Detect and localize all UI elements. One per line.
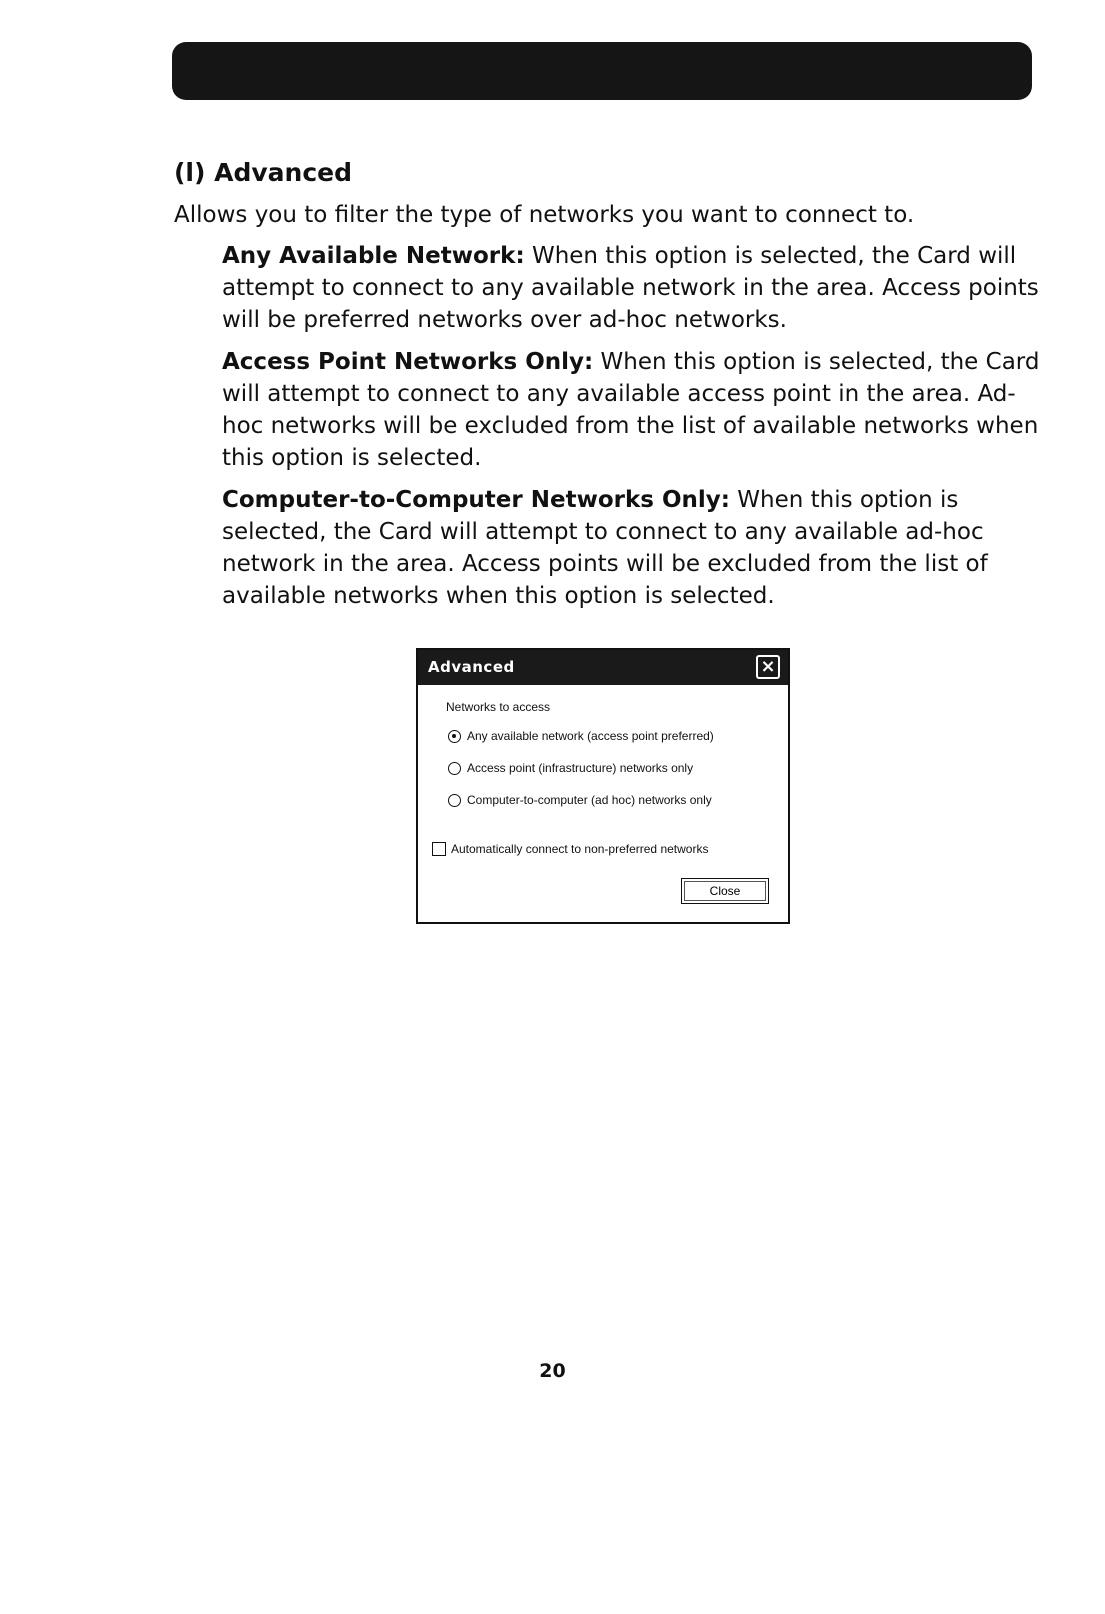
radio-label: Computer-to-computer (ad hoc) networks only: [467, 793, 712, 807]
section-intro: Allows you to filter the type of networks you want to connect to.: [174, 202, 915, 228]
option-term: Computer-to-Computer Networks Only:: [222, 487, 730, 513]
option-description: When this option is selected, the Card will attempt to connect to any available ad-hoc network in the area. Access points will be excluded from the list of available networks when this option is selected.: [222, 487, 988, 609]
header-bar: [172, 42, 1032, 100]
option-any-available: [222, 240, 1042, 336]
option-term: Any Available Network:: [222, 243, 525, 269]
dialog-titlebar: [418, 650, 788, 685]
radio-unchecked-icon[interactable]: [448, 794, 461, 807]
option-computer-to-computer-only: [222, 484, 1042, 612]
networks-group-label: Networks to access: [446, 700, 551, 714]
page-number: 20: [539, 1360, 566, 1382]
option-description: When this option is selected, the Card will attempt to connect to any available network in the area. Access points will be preferred networks over ad-hoc networks.: [222, 243, 1039, 333]
radio-label: Access point (infrastructure) networks only: [467, 761, 694, 775]
radio-label: Any available network (access point preferred): [467, 729, 714, 743]
header-title: USING THE BELKIN WIRELESS LAN UTILITY: [176, 11, 728, 45]
radio-checked-icon[interactable]: [448, 730, 461, 743]
close-button[interactable]: Close: [681, 878, 769, 904]
advanced-dialog: [416, 648, 790, 924]
radio-unchecked-icon[interactable]: [448, 762, 461, 775]
option-access-point-only: [222, 346, 1042, 474]
option-term: Access Point Networks Only:: [222, 349, 594, 375]
section-heading: (l) Advanced: [174, 158, 353, 187]
auto-connect-label: Automatically connect to non-preferred networks: [451, 842, 709, 856]
option-description: When this option is selected, the Card will attempt to connect to any available access point in the area. Ad-hoc networks will be excluded from the list of available networks when this option is selected.: [222, 349, 1040, 471]
checkbox-icon[interactable]: [432, 842, 446, 856]
dialog-title: Advanced: [428, 658, 515, 676]
close-icon[interactable]: ×: [756, 655, 780, 679]
